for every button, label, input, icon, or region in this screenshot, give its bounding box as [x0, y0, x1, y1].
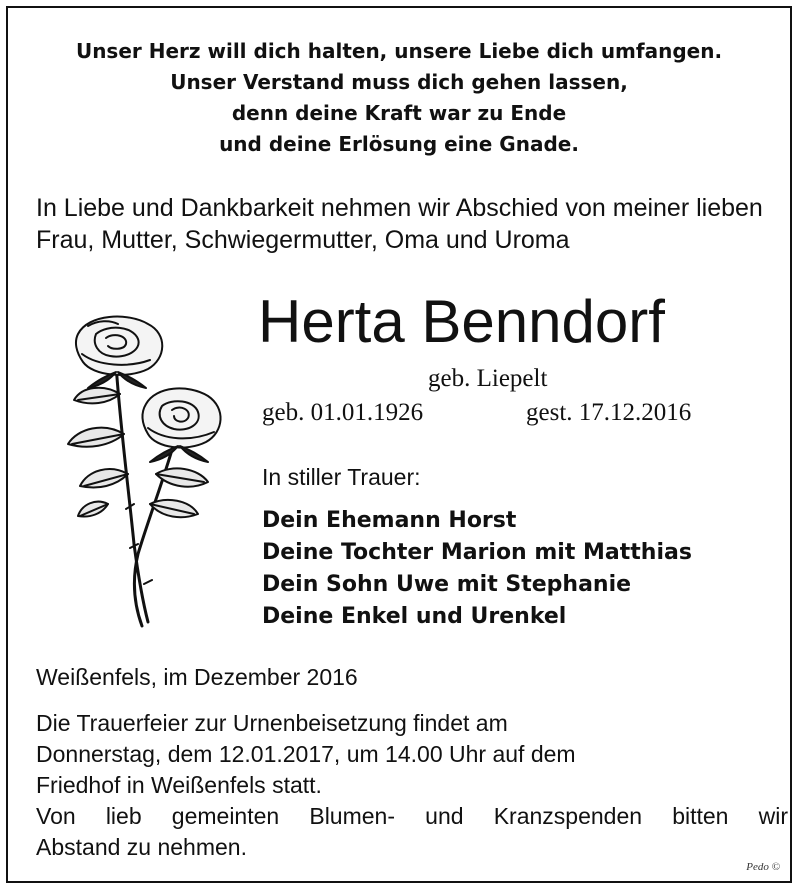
ceremony-line: Von lieb gemeinten Blumen- und Kranzspenden bitten wir [36, 803, 788, 829]
deceased-name: Herta Benndorf [258, 288, 665, 355]
mourner: Dein Ehemann Horst [262, 508, 517, 533]
ceremony-line: Die Trauerfeier zur Urnenbeisetzung findet am [36, 710, 508, 736]
poem-line: Unser Verstand muss dich gehen lassen, [170, 70, 628, 94]
ceremony-info [36, 708, 788, 863]
mourner: Deine Tochter Marion mit Matthias [262, 540, 692, 565]
mourning-label: In stiller Trauer: [262, 464, 421, 490]
mourner: Deine Enkel und Urenkel [262, 604, 567, 629]
mourners-list [262, 505, 692, 633]
birth-date: geb. 01.01.1926 [262, 399, 424, 426]
birth-name: geb. Liepelt [428, 365, 548, 392]
place-date: Weißenfels, im Dezember 2016 [36, 664, 358, 690]
ceremony-line: Donnerstag, dem 12.01.2017, um 14.00 Uhr auf dem [36, 741, 576, 767]
poem-line: denn deine Kraft war zu Ende [231, 101, 567, 125]
ceremony-line: Abstand zu nehmen. [36, 834, 247, 860]
poem [8, 36, 790, 160]
poem-line: und deine Erlösung eine Gnade. [219, 132, 579, 156]
obituary-notice [6, 6, 792, 883]
mourner: Dein Sohn Uwe mit Stephanie [262, 572, 632, 597]
intro-text: In Liebe und Dankbarkeit nehmen wir Abschied von meiner lieben Frau, Mutter, Schwiegermutter, Oma und Uroma [36, 194, 763, 254]
rose-illustration [38, 304, 238, 634]
poem-line: Unser Herz will dich halten, unsere Liebe dich umfangen. [75, 39, 723, 63]
death-date: gest. 17.12.2016 [526, 399, 692, 426]
signature: Pedo © [746, 861, 780, 873]
ceremony-line: Friedhof in Weißenfels statt. [36, 772, 322, 798]
